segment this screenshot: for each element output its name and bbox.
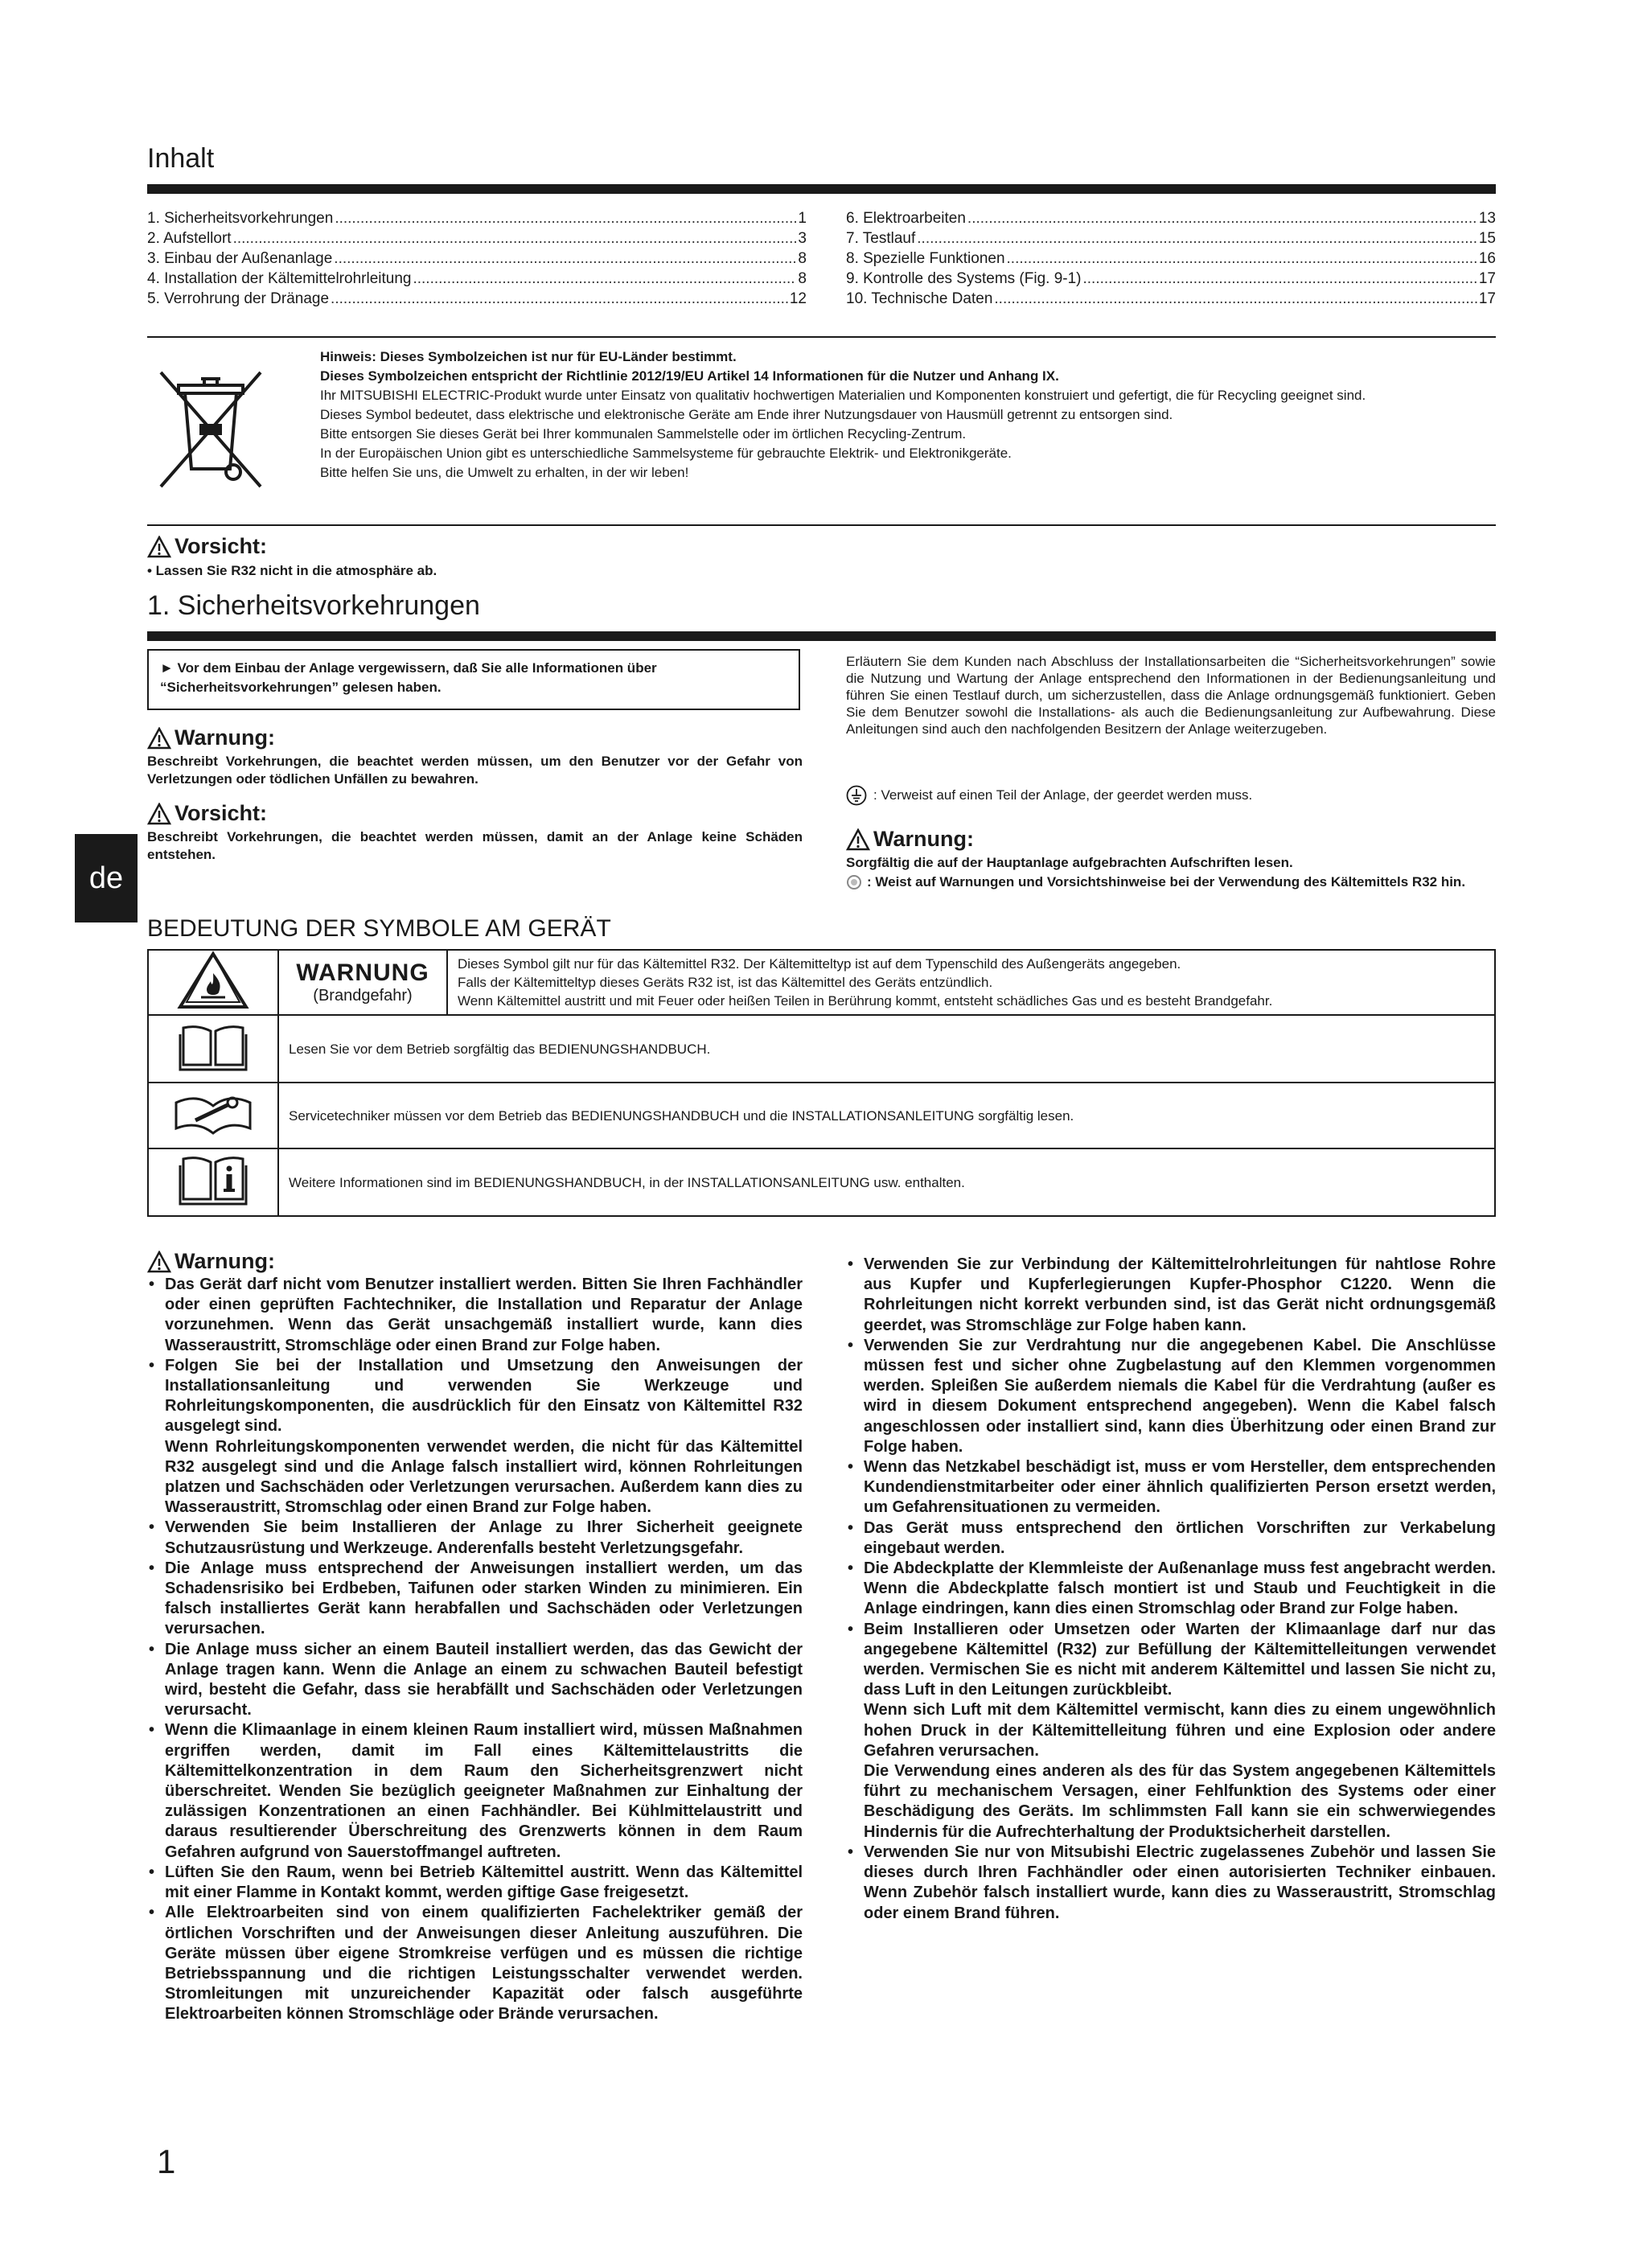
warning-triangle-icon xyxy=(846,828,870,851)
toc-entry[interactable]: 1. Sicherheitsvorkehrungen ..... 1 xyxy=(147,208,807,228)
important-note-box: ► Vor dem Einbau der Anlage vergewissern, daß Sie alle Informationen über “Sicherheitsvorkehrungen” gelesen haben. xyxy=(147,649,800,710)
language-tab: de xyxy=(75,834,138,922)
warning-triangle-icon xyxy=(147,727,171,750)
list-item: • Verwenden Sie zur Verdrahtung nur die angegebenen Kabel. Die Anschlüsse müssen fest und sicher ohne Zugbelastung auf den Klemmen vorgenommen werden. Spleißen Sie außerdem niemals die Kabel für die Verdrahtung (außer es wird in diesem Dokument entsprechend angegeben). Wenn die Kabel falsch angeschlossen oder installiert sind, kann dies Überhitzung oder einen Brand zur Folge haben. xyxy=(846,1336,1496,1457)
warning2-line1: Sorgfältig die auf der Hauptanlage aufgebrachten Aufschriften lesen. xyxy=(846,855,1293,870)
caution-text: • Lassen Sie R32 nicht in die atmosphäre ab. xyxy=(147,563,437,578)
crossed-out-wheelie-bin-icon xyxy=(154,366,267,495)
manual-book-icon xyxy=(148,1015,278,1083)
toc-entry[interactable]: 5. Verrohrung der Dränage ..... 12 xyxy=(147,289,807,309)
symbol-description: Lesen Sie vor dem Betrieb sorgfältig das BEDIENUNGSHANDBUCH. xyxy=(278,1015,1495,1083)
page-number: 1 xyxy=(157,2143,176,2180)
toc-entry[interactable]: 4. Installation der Kältemittelrohrleitung ..... 8 xyxy=(147,269,807,289)
section-rule xyxy=(147,631,1496,641)
list-item: • Folgen Sie bei der Installation und Umsetzung den Anweisungen der Installationsanleitung und verwenden Sie Werkzeuge und Rohrleitungskomponenten, die ausdrücklich für den Einsatz von Kältemittel R32 ausgelegt sind. Wenn Rohrleitungskomponenten verwendet werden, die nicht für das Kältemittel R32 ausgelegt sind und die Anlage falsch installiert wird, können Rohrleitungen platzen und Sachschäden oder Verletzungen verursachen. Außerdem kann dies zu Wasseraustritt, Stromschlag oder einen Brand zur Folge haben. xyxy=(147,1356,803,1518)
toc-entry[interactable]: 8. Spezielle Funktionen ..... 16 xyxy=(846,249,1496,269)
ground-note: : Verweist auf einen Teil der Anlage, der geerdet werden muss. xyxy=(846,785,1252,806)
symbol-row xyxy=(148,1015,1495,1083)
list-item: • Verwenden Sie zur Verbindung der Kältemittelrohrleitungen für nahtlose Rohre aus Kupfer und Kupferlegierungen Kupfer-Phosphor C1220. Wenn die Rohrleitungen nicht korrekt verbunden sind, ist das Gerät nicht ordnungsgemäß geerdet, was Stromschläge zur Folge haben kann. xyxy=(846,1255,1496,1336)
info-manual-icon xyxy=(148,1148,278,1216)
list-item: • Verwenden Sie nur von Mitsubishi Electric zugelassenes Zubehör und lassen Sie dieses durch Ihren Fachhändler oder einen autorisierten Techniker einbauen. Wenn Zubehör falsch installiert wurde, kann dies zu Wasseraustritt, Stromschlag oder einem Brand führen. xyxy=(846,1843,1496,1924)
warning-triangle-icon xyxy=(147,803,171,825)
warning-triangle-icon xyxy=(147,536,171,558)
caution-description: Beschreibt Vorkehrungen, die beachtet werden müssen, damit an der Anlage keine Schäden entstehen. xyxy=(147,829,803,862)
list-item: • Alle Elektroarbeiten sind von einem qualifizierten Fachelektriker gemäß der örtlichen Vorschriften und der Anweisungen dieser Anleitung auszuführen. Die Geräte müssen über eigene Stromkreise verfügen und es müssen die richtige Betriebsspannung und die richtigen Leistungsschalter verwendet werden. Stromleitungen mit unzureichender Kapazität oder falsch ausgeführte Elektroarbeiten können Stromschläge oder Brände verursachen. xyxy=(147,1903,803,2024)
list-item: • Das Gerät muss entsprechend den örtlichen Vorschriften zur Verkabelung eingebaut werden. xyxy=(846,1518,1496,1559)
divider xyxy=(147,336,1496,338)
customer-instructions: Erläutern Sie dem Kunden nach Abschluss der Installationsarbeiten die “Sicherheitsvorkehrungen” sowie die Nutzung und Wartung der Anlage entsprechend den Informationen in der Bedienungsanleitung und führen Sie einen Testlauf durch, um sicherzustellen, dass die Anlage ordnungsgemäß funktioniert. Geben Sie dem Benutzer sowohl die Installations- als auch die Bedienungsanleitung zur Aufbewahrung. Diese Anleitungen sind auch den nachfolgenden Besitzern der Anlage weiterzugeben. xyxy=(846,654,1496,737)
divider xyxy=(147,524,1496,526)
warning-description: Beschreibt Vorkehrungen, die beachtet werden müssen, um den Benutzer vor der Gefahr von Verletzungen oder tödlichen Unfällen zu bewahren. xyxy=(147,754,803,787)
toc-entry[interactable]: 9. Kontrolle des Systems (Fig. 9-1) ..... 17 xyxy=(846,269,1496,289)
title-rule xyxy=(147,184,1496,194)
caution-heading: Vorsicht: xyxy=(147,801,267,826)
warning-heading: Warnung: xyxy=(147,1249,275,1274)
symbols-heading: BEDEUTUNG DER SYMBOLE AM GERÄT xyxy=(147,915,611,942)
page-title: Inhalt xyxy=(147,143,215,174)
warning-list-right xyxy=(846,1255,1496,1924)
list-item: • Lüften Sie den Raum, wenn bei Betrieb Kältemittel austritt. Wenn das Kältemittel mit einer Flamme in Kontakt kommt, werden giftige Gase freigesetzt. xyxy=(147,1863,803,1903)
warning2-line2: : Weist auf Warnungen und Vorsichtshinweise bei der Verwendung des Kältemittels R32 hin. xyxy=(846,873,1496,892)
toc-entry[interactable]: 3. Einbau der Außenanlage ..... 8 xyxy=(147,249,807,269)
symbol-row xyxy=(148,1148,1495,1216)
warnung-label-cell: WARNUNG (Brandgefahr) xyxy=(278,950,447,1015)
list-item: • Die Anlage muss entsprechend der Anweisungen installiert werden, um das Schadensrisiko bei Erdbeben, Taifunen oder starken Winden zu minimieren. Ein falsch installiertes Gerät kann herabfallen und Sachschäden oder Verletzungen verursachen. xyxy=(147,1559,803,1640)
fire-warning-icon xyxy=(148,950,278,1015)
toc-entry[interactable]: 6. Elektroarbeiten ..... 13 xyxy=(846,208,1496,228)
list-item: • Verwenden Sie beim Installieren der Anlage zu Ihrer Sicherheit geeignete Schutzausrüstung und Werkzeuge. Anderenfalls besteht Verletzungsgefahr. xyxy=(147,1518,803,1558)
symbols-table xyxy=(147,949,1496,1217)
symbol-row xyxy=(148,950,1495,1015)
symbol-description: Weitere Informationen sind im BEDIENUNGSHANDBUCH, in der INSTALLATIONSANLEITUNG usw. enthalten. xyxy=(278,1148,1495,1216)
symbol-description: Servicetechniker müssen vor dem Betrieb das BEDIENUNGSHANDBUCH und die INSTALLATIONSANLEITUNG sorgfältig lesen. xyxy=(278,1083,1495,1148)
ground-symbol-icon xyxy=(846,785,867,806)
symbol-description: Dieses Symbol gilt nur für das Kältemittel R32. Der Kältemitteltyp ist auf dem Typenschild des Außengeräts angegeben. Falls der Kältemitteltyp dieses Geräts R32 ist, ist das Kältemittel des Geräts entzündlich. Wenn Kältemittel austritt und mit Feuer oder heißen Teilen in Berührung kommt, entsteht schädliches Gas und es besteht Brandgefahr. xyxy=(447,950,1495,1015)
caution-heading: Vorsicht: xyxy=(147,534,267,559)
list-item: • Wenn das Netzkabel beschädigt ist, muss er vom Hersteller, dem entsprechenden Kundendienstmitarbeiter oder einer ähnlich qualifizierten Person ersetzt werden, um Gefahrensituationen zu vermeiden. xyxy=(846,1457,1496,1518)
list-item: • Wenn die Klimaanlage in einem kleinen Raum installiert wird, müssen Maßnahmen ergriffen werden, damit im Fall eines Kältemittelaustritts die Kältemittelkonzentration in dem Raum den Sicherheitsgrenzwert nicht überschreitet. Wenden Sie bezüglich geeigneter Maßnahmen zur Einhaltung der zulässigen Konzentrationen an einen Fachhändler. Bei Kühlmittelaustritt und daraus resultierender Überschreitung des Grenzwerts können in dem Raum Gefahren aufgrund von Sauerstoffmangel auftreten. xyxy=(147,1720,803,1862)
warning-heading: Warnung: xyxy=(147,725,275,750)
warning-triangle-icon xyxy=(147,1251,171,1273)
toc-entry[interactable]: 2. Aufstellort ..... 3 xyxy=(147,228,807,249)
toc-right xyxy=(846,208,1496,309)
list-item: • Die Anlage muss sicher an einem Bauteil installiert werden, das das Gewicht der Anlage tragen kann. Wenn die Anlage an einem zu schwachen Bauteil befestigt wird, besteht die Gefahr, dass sie herabfällt und Sachschäden oder Verletzungen verursacht. xyxy=(147,1640,803,1721)
warning-heading: Warnung: xyxy=(846,827,974,852)
section-title: 1. Sicherheitsvorkehrungen xyxy=(147,590,480,621)
refrigerant-symbol-icon xyxy=(846,874,862,890)
warning-list-left xyxy=(147,1275,803,2025)
list-item: • Die Abdeckplatte der Klemmleiste der Außenanlage muss fest angebracht werden. Wenn die Abdeckplatte falsch montiert ist und Staub und Feuchtigkeit in die Anlage eindringen, kann dies einen Stromschlag oder Brand zur Folge haben. xyxy=(846,1559,1496,1620)
service-manual-wrench-icon xyxy=(148,1083,278,1148)
toc-entry[interactable]: 10. Technische Daten ..... 17 xyxy=(846,289,1496,309)
toc-left xyxy=(147,208,807,309)
weee-notice: Hinweis: Dieses Symbolzeichen ist nur für EU-Länder bestimmt. Dieses Symbolzeichen entspricht der Richtlinie 2012/19/EU Artikel 14 Informationen für die Nutzer und Anhang IX. Ihr MITSUBISHI ELECTRIC-Produkt wurde unter Einsatz von qualitativ hochwertigen Materialien und Komponenten konstruiert und gefertigt, die für Recycling geeignet sind. Dieses Symbol bedeutet, dass elektrische und elektronische Geräte am Ende ihrer Nutzungsdauer von Hausmüll getrennt zu entsorgen sind. Bitte entsorgen Sie dieses Gerät bei Ihrer kommunalen Sammelstelle oder im örtlichen Recycling-Zentrum. In der Europäischen Union gibt es unterschiedliche Sammelsysteme für gebrauchte Elektrik- und Elektronikgeräte. Bitte helfen Sie uns, die Umwelt zu erhalten, in der wir leben! xyxy=(320,349,1366,480)
symbol-row xyxy=(148,1083,1495,1148)
list-item: • Beim Installieren oder Umsetzen oder Warten der Klimaanlage darf nur das angegebene Kältemittel (R32) zur Befüllung der Kältemittelleitungen verwendet werden. Vermischen Sie es nicht mit anderem Kältemittel und lassen Sie nicht zu, dass Luft in den Leitungen zurückbleibt. Wenn sich Luft mit dem Kältemittel vermischt, kann dies zu einem ungewöhnlich hohen Druck in der Kältemittelleitung führen und eine Explosion oder andere Gefahren verursachen. Die Verwendung eines anderen als des für das System angegebenen Kältemittels führt zu mechanischem Versagen, einer Fehlfunktion des Systems oder einer Beschädigung des Geräts. Im schlimmsten Fall kann sie ein schwerwiegendes Hindernis für die Aufrechterhaltung der Produktsicherheit darstellen. xyxy=(846,1620,1496,1843)
list-item: • Das Gerät darf nicht vom Benutzer installiert werden. Bitten Sie Ihren Fachhändler oder einen geprüften Fachtechniker, die Installation und Reparatur der Anlage vorzunehmen. Wenn das Gerät unsachgemäß installiert wurde, kann dies Wasseraustritt, Stromschläge oder einen Brand zur Folge haben. xyxy=(147,1275,803,1356)
toc-entry[interactable]: 7. Testlauf ..... 15 xyxy=(846,228,1496,249)
